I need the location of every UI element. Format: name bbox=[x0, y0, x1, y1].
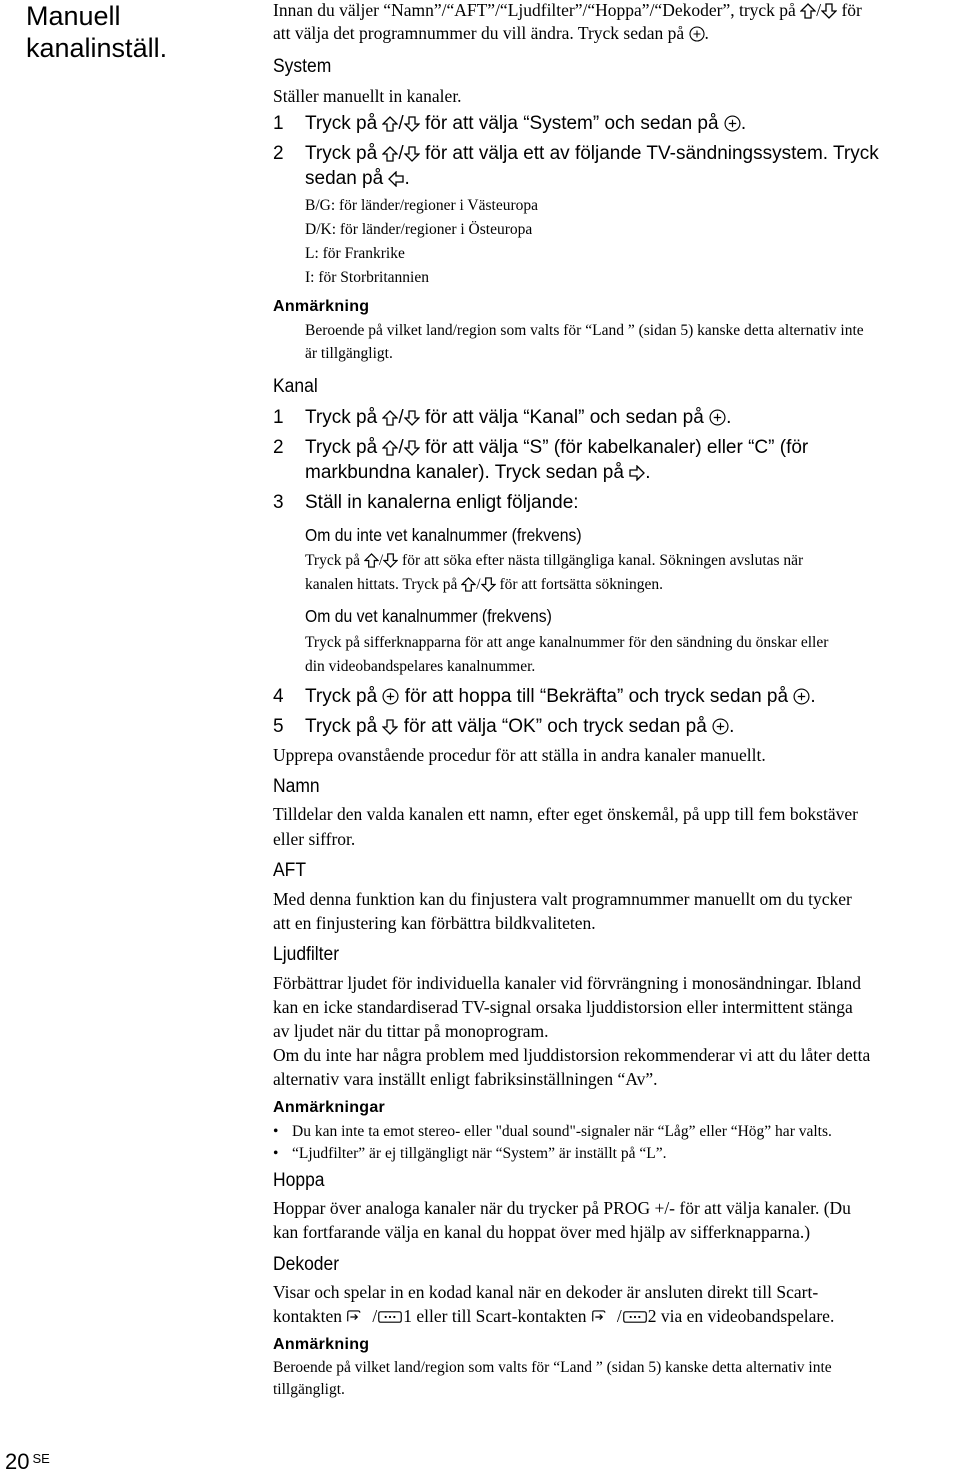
system-step1: Tryck på / för att välja “System” och sedan på . bbox=[305, 113, 747, 134]
kanal-step2-line2: markbundna kanaler). Tryck sedan på . bbox=[305, 462, 651, 483]
kanal-step5-number: 5 bbox=[273, 716, 284, 737]
hoppa-heading: Hoppa bbox=[273, 1170, 325, 1191]
dekoder-line2: kontakten / 1 eller till Scart-kontakten / 2 via en videobandspelare. bbox=[273, 1306, 835, 1326]
system-heading: System bbox=[273, 56, 332, 77]
scart-connector-icon bbox=[377, 1309, 403, 1325]
aft-line2: att en finjustering kan förbättra bildkvaliteten. bbox=[273, 913, 596, 933]
kanal-sub2-line1: Tryck på sifferknapparna för att ange kanalnummer för den sändning du önskar eller bbox=[305, 634, 829, 651]
system-note-line2: är tillgängligt. bbox=[305, 345, 393, 362]
kanal-step5: Tryck på för att välja “OK” och tryck sedan på . bbox=[305, 716, 735, 737]
arrow-down-icon bbox=[404, 116, 420, 132]
system-step2-number: 2 bbox=[273, 143, 284, 164]
kanal-step4-number: 4 bbox=[273, 686, 284, 707]
ok-button-icon bbox=[793, 688, 810, 705]
arrow-up-icon bbox=[382, 410, 398, 426]
arrow-down-icon bbox=[821, 3, 837, 19]
system-step1-number: 1 bbox=[273, 113, 284, 134]
ok-button-icon bbox=[712, 718, 729, 735]
kanal-sub2-line2: din videobandspelares kanalnummer. bbox=[305, 658, 536, 675]
namn-line2: eller siffror. bbox=[273, 829, 356, 849]
section-title-line1: Manuell bbox=[26, 1, 121, 31]
ok-button-icon bbox=[382, 688, 399, 705]
system-option-bg: B/G: för länder/regioner i Västeuropa bbox=[305, 197, 538, 214]
system-note-line1: Beroende på vilket land/region som valts för “Land ” (sidan 5) kanske detta alternativ inte bbox=[305, 322, 864, 339]
arrow-up-icon bbox=[382, 116, 398, 132]
arrow-down-icon bbox=[382, 719, 398, 735]
hoppa-line2: kan fortfarande välja en kanal du hoppat över med hjälp av sifferknapparna.) bbox=[273, 1222, 811, 1242]
ljudfilter-line3: av ljudet när du tittar på monoprogram. bbox=[273, 1021, 549, 1041]
arrow-down-icon bbox=[481, 577, 496, 592]
aft-heading: AFT bbox=[273, 860, 307, 881]
ljudfilter-heading: Ljudfilter bbox=[273, 944, 340, 965]
ljudfilter-line1: Förbättrar ljudet för individuella kanaler vid förvrängning i monosändningar. Ibland bbox=[273, 973, 862, 993]
arrow-down-icon bbox=[383, 553, 398, 568]
language-code: SE bbox=[32, 1451, 50, 1466]
kanal-step2: Tryck på / för att välja “S” (för kabelkanaler) eller “C” (för bbox=[305, 437, 809, 458]
intro-line1: Innan du väljer “Namn”/“AFT”/“Ljudfilter”/“Hoppa”/“Dekoder”, tryck på / för bbox=[273, 0, 862, 20]
system-step2-line2: sedan på . bbox=[305, 168, 410, 189]
ljudfilter-note-bullet1: • Du kan inte ta emot stereo- eller "dual sound"-signaler när “Låg” eller “Hög” har valts. bbox=[273, 1123, 832, 1140]
page-footer bbox=[5, 1449, 50, 1475]
ljudfilter-line4: Om du inte har några problem med ljuddistorsion rekommenderar vi att du låter detta bbox=[273, 1045, 871, 1065]
kanal-step1-number: 1 bbox=[273, 407, 284, 428]
kanal-sub1-line2: kanalen hittats. Tryck på / för att fortsätta sökningen. bbox=[305, 576, 664, 593]
bullet-dot: • bbox=[273, 1145, 279, 1162]
kanal-sub1-line1: Tryck på / för att söka efter nästa tillgängliga kanal. Sökningen avslutas när bbox=[305, 552, 804, 569]
kanal-step4: Tryck på för att hoppa till “Bekräfta” och tryck sedan på . bbox=[305, 686, 816, 707]
namn-heading: Namn bbox=[273, 776, 320, 797]
system-option-l: L: för Frankrike bbox=[305, 245, 405, 262]
aft-line1: Med denna funktion kan du finjustera valt programnummer manuellt om du tycker bbox=[273, 889, 852, 909]
kanal-heading: Kanal bbox=[273, 376, 318, 397]
kanal-repeat-text: Upprepa ovanstående procedur för att ställa in andra kanaler manuellt. bbox=[273, 745, 766, 765]
arrow-up-icon bbox=[364, 553, 379, 568]
dekoder-note-line2: tillgängligt. bbox=[273, 1381, 345, 1398]
dekoder-note-heading: Anmärkning bbox=[273, 1336, 370, 1353]
scart-input-icon bbox=[346, 1309, 372, 1325]
kanal-sub2-heading: Om du vet kanalnummer (frekvens) bbox=[305, 606, 552, 626]
arrow-down-icon bbox=[404, 440, 420, 456]
arrow-down-icon bbox=[404, 146, 420, 162]
system-option-dk: D/K: för länder/regioner i Östeuropa bbox=[305, 221, 533, 238]
dekoder-note-line1: Beroende på vilket land/region som valts för “Land ” (sidan 5) kanske detta alternativ inte bbox=[273, 1359, 832, 1376]
hoppa-line1: Hoppar över analoga kanaler när du trycker på PROG +/- för att välja kanaler. (Du bbox=[273, 1198, 851, 1218]
section-title-line2: kanalinställ. bbox=[26, 33, 168, 63]
ljudfilter-line5: alternativ vara inställt enligt fabriksinställningen “Av”. bbox=[273, 1069, 658, 1089]
kanal-step3-number: 3 bbox=[273, 492, 284, 513]
ok-button-icon bbox=[709, 409, 726, 426]
kanal-step2-number: 2 bbox=[273, 437, 284, 458]
arrow-up-icon bbox=[382, 440, 398, 456]
bullet-dot: • bbox=[273, 1123, 279, 1140]
scart-connector-icon bbox=[622, 1309, 648, 1325]
ljudfilter-line2: kan en icke standardiserad TV-signal orsaka ljuddistorsion eller intermittent stänga bbox=[273, 997, 853, 1017]
arrow-right-icon bbox=[629, 465, 645, 481]
kanal-step3: Ställ in kanalerna enligt följande: bbox=[305, 492, 579, 513]
dekoder-heading: Dekoder bbox=[273, 1254, 340, 1275]
ljudfilter-note-bullet2: • “Ljudfilter” är ej tillgängligt när “System” är inställt på “L”. bbox=[273, 1145, 667, 1162]
arrow-down-icon bbox=[404, 410, 420, 426]
ljudfilter-notes-heading: Anmärkningar bbox=[273, 1099, 386, 1116]
arrow-left-icon bbox=[388, 171, 404, 187]
arrow-up-icon bbox=[800, 3, 816, 19]
intro-line2: att välja det programnummer du vill ändra. Tryck sedan på . bbox=[273, 23, 709, 43]
kanal-step1: Tryck på / för att välja “Kanal” och sedan på . bbox=[305, 407, 732, 428]
scart-input-icon bbox=[591, 1309, 617, 1325]
system-option-i: I: för Storbritannien bbox=[305, 269, 429, 286]
arrow-up-icon bbox=[461, 577, 476, 592]
system-step2: Tryck på / för att välja ett av följande TV-sändningssystem. Tryck bbox=[305, 143, 879, 164]
arrow-up-icon bbox=[382, 146, 398, 162]
kanal-sub1-heading: Om du inte vet kanalnummer (frekvens) bbox=[305, 525, 582, 545]
system-desc: Ställer manuellt in kanaler. bbox=[273, 86, 462, 106]
ok-button-icon bbox=[689, 26, 705, 42]
ok-button-icon bbox=[724, 115, 741, 132]
system-note-heading: Anmärkning bbox=[273, 298, 370, 315]
dekoder-line1: Visar och spelar in en kodad kanal när en dekoder är ansluten direkt till Scart- bbox=[273, 1282, 819, 1302]
page-number: 20 bbox=[5, 1449, 30, 1474]
namn-line1: Tilldelar den valda kanalen ett namn, efter eget önskemål, på upp till fem bokstäver bbox=[273, 804, 858, 824]
